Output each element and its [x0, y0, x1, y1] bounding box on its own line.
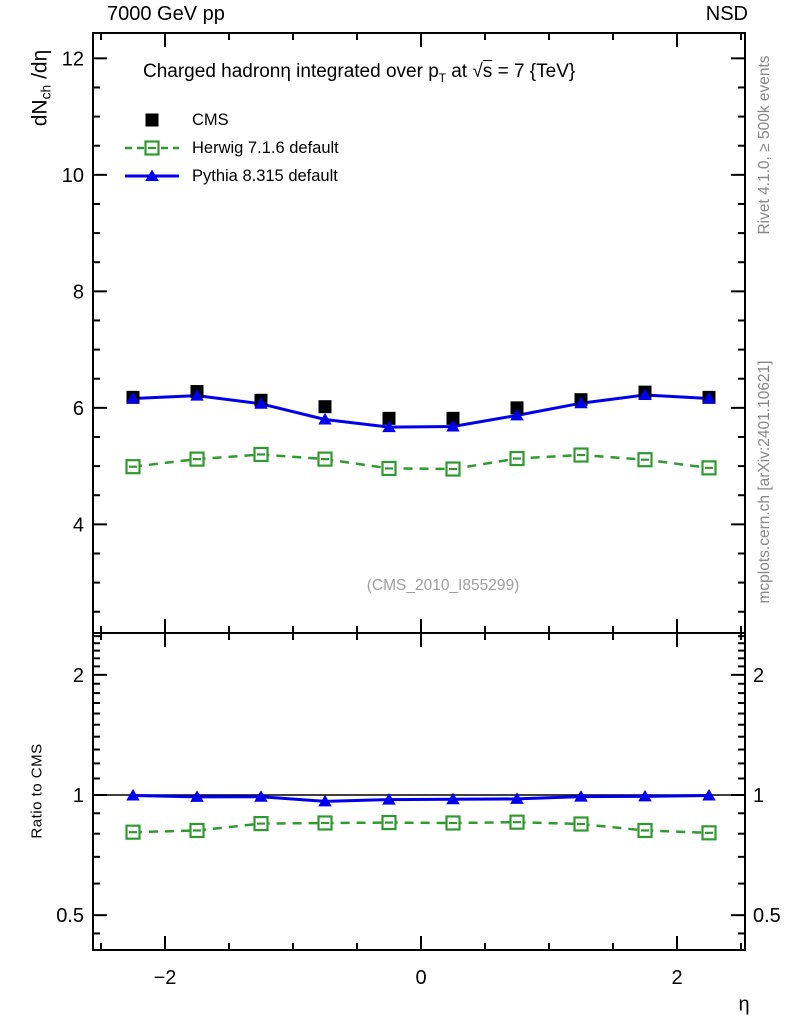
svg-text:8: 8: [72, 281, 84, 304]
legend-marker-herwig: [122, 139, 182, 157]
svg-text:−2: −2: [153, 967, 177, 989]
legend-marker-pythia: [122, 167, 182, 185]
legend-marker-cms: [122, 111, 182, 129]
rivet-version-credit: Rivet 4.1.0, ≥ 500k events: [756, 55, 773, 235]
main-lines: [133, 395, 709, 469]
svg-text:4: 4: [72, 514, 84, 537]
legend-item-herwig: [122, 134, 339, 162]
svg-text:6: 6: [72, 397, 84, 420]
beam-energy-label: 7000 GeV pp: [107, 3, 225, 25]
legend-item-pythia: [122, 162, 339, 190]
title-part2: at: [445, 61, 473, 82]
ratio-y-axis-ticks: [93, 636, 745, 933]
plot-title: [143, 61, 575, 85]
main-series-cms: [127, 385, 716, 425]
y-title-rest: /dη: [28, 49, 52, 85]
legend-item-cms: [122, 106, 339, 134]
analysis-id-watermark: (CMS_2010_I855299): [366, 577, 520, 594]
svg-text:12: 12: [61, 48, 84, 71]
x-axis-title: η: [738, 993, 750, 1016]
svg-text:0: 0: [415, 967, 427, 989]
svg-text:1: 1: [72, 785, 84, 808]
main-series-herwig: [127, 448, 716, 476]
ratio-lines: [133, 796, 709, 833]
title-part1: Charged hadronη integrated over p: [143, 61, 439, 82]
legend-label-cms: CMS: [192, 110, 229, 129]
main-y-axis-tick-labels: [62, 48, 84, 536]
ratio-y-axis-title: Ratio to CMS: [28, 743, 46, 839]
y-title-subscript: ch: [37, 84, 54, 100]
sqrt-icon: √: [472, 61, 483, 82]
x-axis-tick-labels: [154, 967, 683, 989]
y-title-prefix: dN: [28, 99, 52, 127]
title-sqrt-arg: s: [482, 61, 493, 82]
svg-text:1: 1: [753, 785, 765, 808]
legend-label-pythia: Pythia 8.315 default: [192, 166, 338, 185]
svg-text:10: 10: [61, 164, 84, 187]
title-pt-subscript: T: [438, 71, 446, 85]
mcplots-credit: mcplots.cern.ch [arXiv:2401.10621]: [756, 360, 773, 604]
svg-text:2: 2: [671, 967, 683, 989]
legend-label-herwig: Herwig 7.1.6 default: [192, 138, 339, 157]
legend: [122, 106, 339, 190]
svg-text:2: 2: [753, 664, 765, 687]
title-part3: = 7 {TeV}: [492, 61, 576, 82]
svg-text:0.5: 0.5: [56, 905, 84, 928]
trigger-label: NSD: [705, 3, 748, 25]
svg-text:0.5: 0.5: [753, 905, 781, 928]
svg-text:2: 2: [72, 664, 84, 687]
